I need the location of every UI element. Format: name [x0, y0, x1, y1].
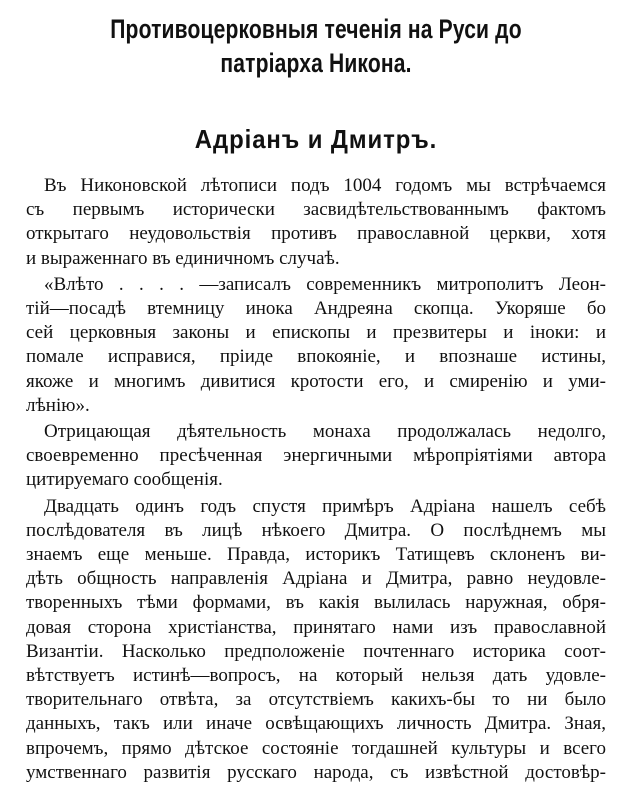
- text-line: послѣдователя въ лицѣ нѣкоего Дмитра. О послѣднемъ мы: [26, 519, 606, 541]
- paragraph-1: [26, 174, 606, 271]
- page-title: [90, 12, 542, 80]
- paragraph-2: [26, 273, 606, 418]
- text-line: цитируемаго сообщенія.: [26, 469, 223, 491]
- text-line: помале исправися, пріиде впокояніе, и впознаше истины,: [26, 346, 606, 368]
- text-line: и выраженнаго въ единичномъ случаѣ.: [26, 247, 340, 269]
- text-line: знаемъ еще меньше. Правда, историкъ Татищевъ склоненъ ви-: [26, 544, 606, 566]
- text-line: Двадцать одинъ годъ спустя примѣръ Адріана нашелъ себѣ: [44, 495, 606, 517]
- text-line: умственнаго развитія русскаго народа, съ извѣстной достовѣр-: [26, 761, 606, 783]
- section-heading: Адріанъ и Дмитръ.: [194, 124, 438, 154]
- body-text: [26, 174, 606, 785]
- text-line: открытаго неудовольствія противъ православной церкви, хотя: [26, 223, 606, 245]
- text-line: тій—посадѣ втемницу инока Андреяна скопца. Укоряше бо: [26, 298, 606, 320]
- text-line: Отрицающая дѣятельность монаха продолжалась недолго,: [44, 421, 606, 443]
- text-line: «Влѣто . . . . —записалъ современникъ митрополитъ Леон-: [44, 273, 606, 295]
- text-line: данныхъ, такъ или иначе освѣщающихъ личность Дмитра. Зная,: [26, 713, 606, 735]
- text-line: Византіи. Насколько предположеніе почтеннаго историка соот-: [26, 640, 606, 662]
- text-line: лѣнію».: [26, 394, 90, 416]
- text-line: творенныхъ тѣми формами, въ какія вылилась наружная, обря-: [26, 592, 606, 614]
- text-line: дѣть общность направленія Адріана и Дмитра, равно неудовле-: [26, 568, 606, 590]
- text-line: Въ Никоновской лѣтописи подъ 1004 годомъ мы встрѣчаемся: [44, 175, 606, 196]
- text-line: довая сторона христіанства, принятаго нами изъ православной: [26, 616, 606, 638]
- title-line-1: Противоцерковныя теченія на Руси до: [110, 14, 522, 44]
- title-line-2: патріарха Никона.: [220, 48, 412, 78]
- paragraph-3: [26, 420, 606, 493]
- text-line: съ первымъ исторически засвидѣтельствованнымъ фактомъ: [26, 199, 606, 221]
- text-line: впрочемъ, прямо дѣтское состояніе тогдашней культуры и всего: [26, 737, 606, 759]
- text-line: сей церковныя законы и епископы и презвитеры и іноки: и: [26, 322, 606, 344]
- text-line: якоже и многимъ дивитися кротости его, и смиренію и уми-: [26, 370, 606, 392]
- text-line: своевременно пресѣченная энергичными мѣропріятіями автора: [26, 445, 606, 467]
- paragraph-4: [26, 495, 606, 785]
- text-line: вѣтствуетъ истинѣ—вопросъ, на который нельзя дать удовле-: [26, 665, 606, 687]
- text-line: творительнаго отвѣта, за отсутствіемъ какихъ-бы то ни было: [26, 689, 606, 711]
